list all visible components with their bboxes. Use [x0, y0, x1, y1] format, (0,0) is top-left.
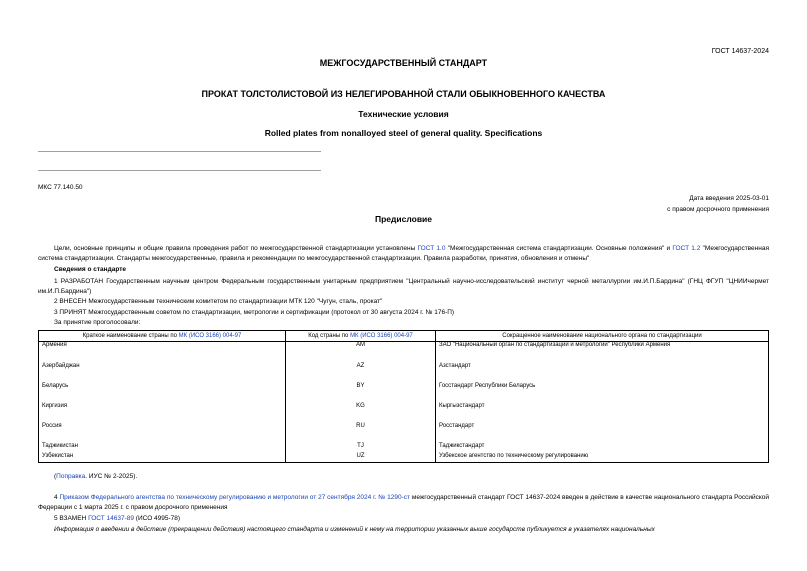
column-header-text: Код страны по	[308, 333, 351, 339]
column-header-text: Краткое наименование страны по	[82, 333, 179, 339]
voted-label: За принятие проголосовали:	[54, 319, 141, 326]
country-name: Армения	[39, 342, 286, 363]
document-number: ГОСТ 14637-2024	[711, 48, 769, 55]
gost-14637-89-link[interactable]: ГОСТ 14637-89	[88, 515, 134, 522]
table-row	[39, 443, 769, 453]
item-5-text: 5 ВЗАМЕН	[54, 515, 89, 522]
mks-code: МКС 77.140.50	[38, 184, 83, 191]
info-publication-note: Информация о введении в действие (прекращении действия) настоящего стандарта и изменений к нему на территории указанных выше государств публикуется в указателях национальных	[54, 526, 655, 533]
mk-iso-3166-link[interactable]: МК (ИСО 3166) 004-97	[178, 333, 242, 339]
table-row	[39, 363, 769, 383]
country-name: Беларусь	[39, 383, 286, 403]
document-title: ПРОКАТ ТОЛСТОЛИСТОВОЙ ИЗ НЕЛЕГИРОВАННОЙ СТАЛИ ОБЫКНОВЕННОГО КАЧЕСТВА	[201, 89, 606, 99]
table-row	[39, 403, 769, 423]
introduction-date: Дата введения 2025-03-01	[689, 195, 769, 202]
standards-body: Азстандарт	[436, 363, 769, 383]
standard-type-heading: МЕЖГОСУДАРСТВЕННЫЙ СТАНДАРТ	[319, 58, 488, 68]
title-divider-2	[38, 170, 321, 171]
column-header-code	[286, 331, 436, 342]
country-code: AZ	[286, 363, 436, 383]
title-divider-1	[38, 151, 321, 152]
standards-body: Таджикстандарт	[436, 443, 769, 453]
foreword-text-part: "Межгосударственная система стандартизации. Основные положения" и	[445, 245, 673, 252]
foreword-item-1: 1 РАЗРАБОТАН Государственным научным центром Федеральным государственным унитарным предприятием "Центральный научно-исследовательский институт черной металлургии им.И.П.Бардина" (ГНЦ ФГУП "ЦНИИчермет им.И.П.Бардина")	[38, 278, 769, 295]
country-name: Россия	[39, 423, 286, 443]
item-4-text: межгосударственный стандарт ГОСТ 14637-2024 введен в действие в качестве национального стандарта Российской Федерации с 1 марта 2025 г. с правом досрочного применения	[38, 494, 770, 511]
gost-1-0-link[interactable]: ГОСТ 1.0	[417, 245, 446, 252]
country-name: Таджикистан	[39, 443, 286, 453]
gost-1-2-link[interactable]: ГОСТ 1.2	[672, 245, 701, 252]
country-name: Киргизия	[39, 403, 286, 423]
standards-body: Узбекское агентство по техническому регулированию	[436, 453, 769, 463]
table-row	[39, 423, 769, 443]
country-name: Узбекистан	[39, 453, 286, 463]
country-code: KG	[286, 403, 436, 423]
mk-iso-3166-link[interactable]: МК (ИСО 3166) 004-97	[350, 333, 413, 339]
foreword-heading: Предисловие	[374, 214, 433, 224]
foreword-paragraph	[38, 244, 769, 264]
table-header-row	[39, 331, 769, 342]
country-code: BY	[286, 383, 436, 403]
foreword-item-5	[38, 514, 769, 524]
amendment-paren: (	[54, 473, 57, 480]
table-row	[39, 342, 769, 363]
country-code: AM	[286, 342, 436, 363]
amendment-note	[38, 472, 769, 482]
foreword-text-part: Цели, основные принципы и общие правила проведения работ по межгосударственной стандартизации установлены	[54, 245, 418, 252]
column-header-country	[39, 331, 286, 342]
amendment-link[interactable]: Поправка	[56, 473, 86, 480]
table-row	[39, 383, 769, 403]
foreword-item-3: 3 ПРИНЯТ Межгосударственным советом по стандартизации, метрологии и сертификации (протокол от 30 августа 2024 г. № 176-П)	[54, 309, 455, 316]
standards-body: Росстандарт	[436, 423, 769, 443]
foreword-text-part: "Межгосударственная система стандартизации. Стандарты межгосударственные, правила и рекомендации по межгосударственной стандартизации. Правила разработки, принятия, обновления и отмены"	[38, 245, 769, 262]
country-code: UZ	[286, 453, 436, 463]
standard-info-heading: Сведения о стандарте	[54, 266, 127, 273]
amendment-text: . ИУС № 2-2025).	[85, 473, 138, 480]
rosstandart-order-link[interactable]: Приказом Федерального агентства по техническому регулированию и метрологии от 27 сентября 2024 г. № 1290-ст	[59, 494, 411, 501]
standards-body: Госстандарт Республики Беларусь	[436, 383, 769, 403]
early-application-note: с правом досрочного применения	[667, 206, 769, 213]
document-title-english: Rolled plates from nonalloyed steel of general quality. Specifications	[264, 128, 543, 138]
country-code: RU	[286, 423, 436, 443]
voting-countries-table	[38, 330, 769, 463]
country-name: Азербайджан	[39, 363, 286, 383]
foreword-item-2: 2 ВНЕСЕН Межгосударственным техническим комитетом по стандартизации МТК 120 "Чугун, сталь, прокат"	[54, 298, 383, 305]
item-4-number: 4	[54, 494, 60, 501]
document-subtitle: Технические условия	[358, 109, 449, 119]
item-5-text: (ИСО 4995-78)	[134, 515, 181, 522]
country-code: TJ	[286, 443, 436, 453]
standards-body: ЗАО "Национальный орган по стандартизации и метрологии" Республики Армения	[436, 342, 769, 363]
column-header-body: Сокращенное наименование национального органа по стандартизации	[436, 331, 769, 342]
foreword-item-4	[38, 493, 769, 513]
table-row	[39, 453, 769, 463]
standards-body: Кыргызстандарт	[436, 403, 769, 423]
